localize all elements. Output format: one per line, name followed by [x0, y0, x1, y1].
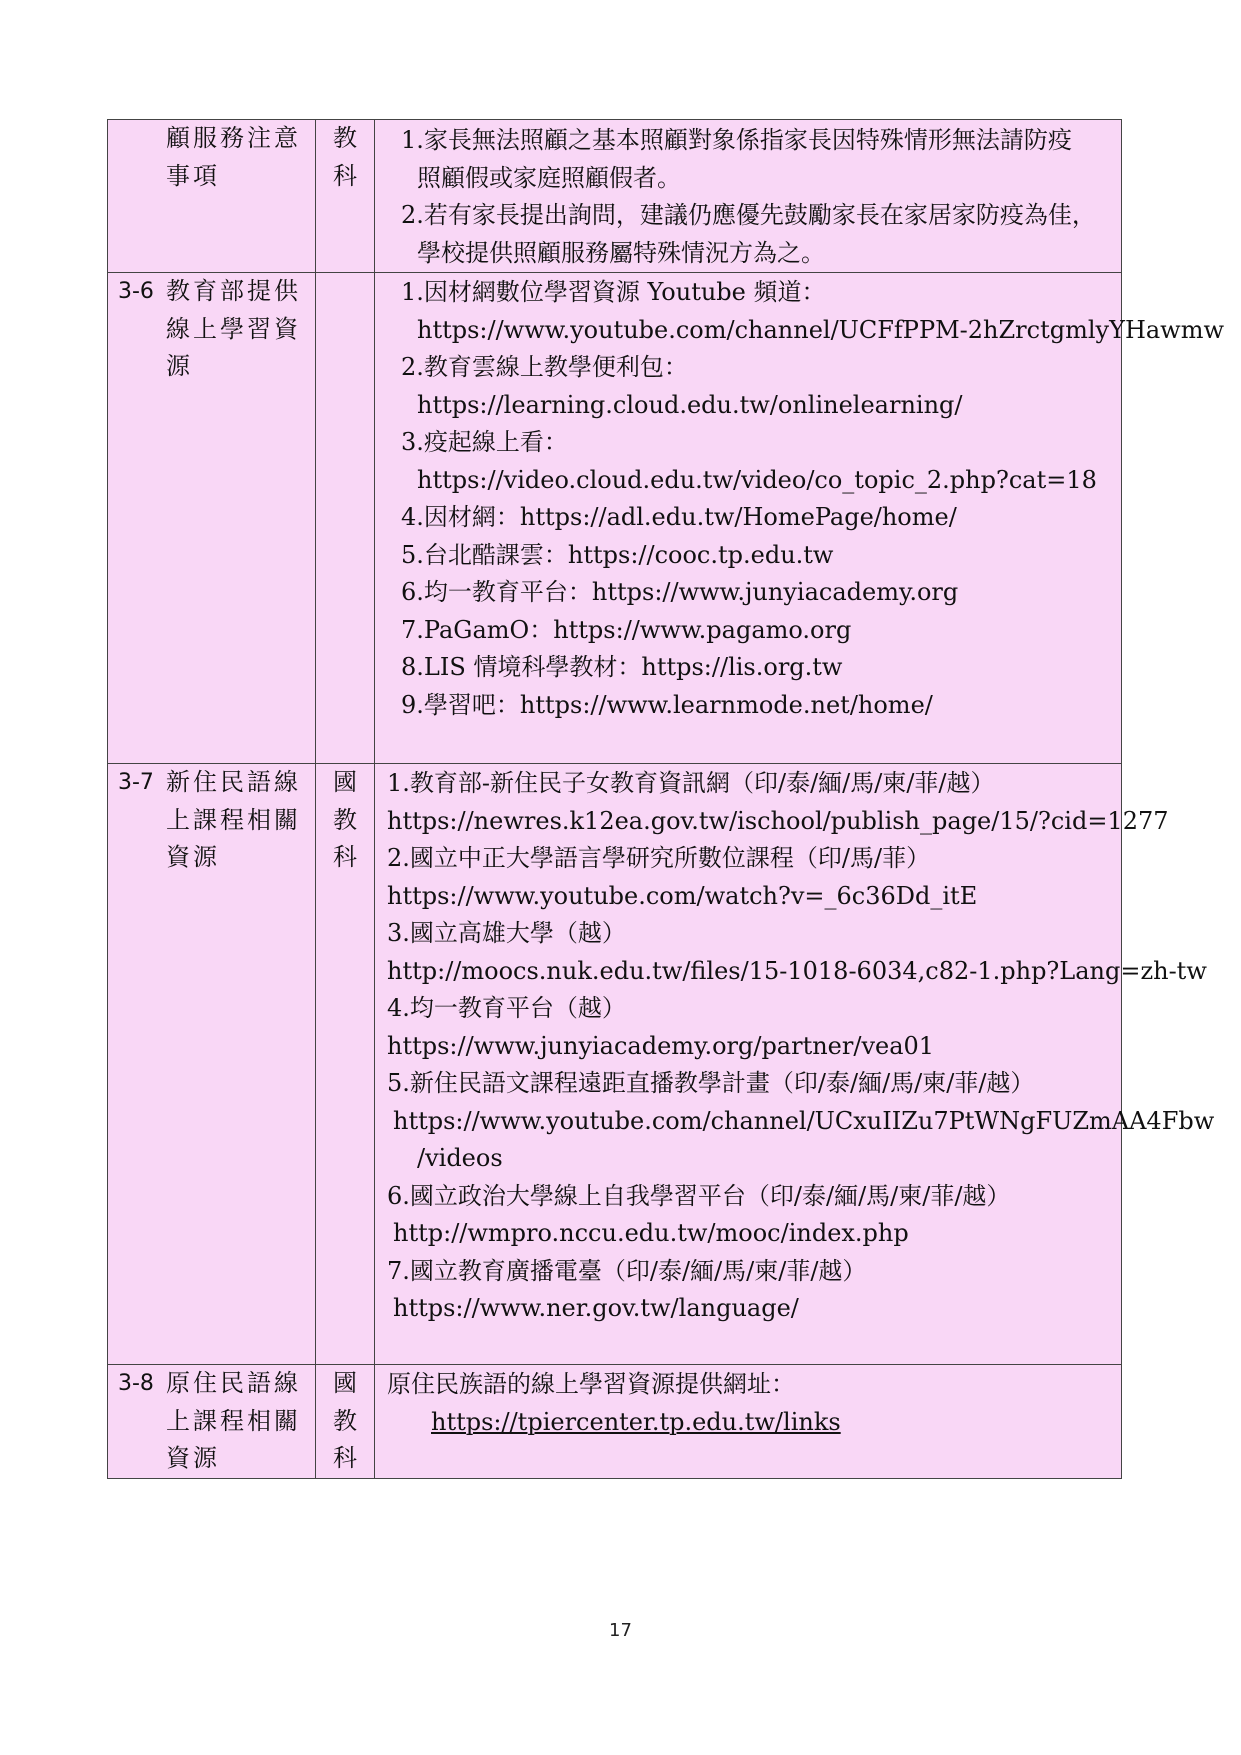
table-row: [108, 764, 1122, 1365]
item-title: [166, 764, 315, 877]
dept-cell: [316, 120, 375, 273]
item-title-line: 線上學習資: [166, 314, 301, 343]
content-line: 1.家長無法照顧之基本照顧對象係指家長因特殊情形無法請防疫: [401, 126, 1072, 154]
item-title-line: 資源: [166, 1444, 220, 1472]
content-line: 照顧假或家庭照顧假者。: [417, 163, 681, 192]
item-title-line: 原住民語線: [166, 1369, 301, 1397]
content-line: 7.PaGamO：https://www.pagamo.org: [401, 615, 852, 644]
content-cell: [375, 764, 1215, 1365]
item-title-line: 新住民語線: [166, 768, 301, 796]
content-cell: [375, 1365, 1122, 1479]
content-line: 原住民族語的線上學習資源提供網址：: [387, 1370, 795, 1398]
resource-table: [107, 119, 1225, 1479]
item-number: 3-7: [118, 770, 154, 795]
content-cell: [375, 273, 1225, 764]
content-line: https://learning.cloud.edu.tw/onlinelearning/: [417, 390, 963, 419]
item-cell: [108, 120, 316, 273]
content-line: 4.因材網：https://adl.edu.tw/HomePage/home/: [401, 503, 957, 531]
item-title-line: 顧服務注意: [166, 124, 301, 152]
item-title: [166, 120, 315, 195]
content-line: https://newres.k12ea.gov.tw/ischool/publish_page/15/?cid=1277: [387, 806, 1169, 835]
resource-link[interactable]: https://tpiercenter.tp.edu.tw/links: [431, 1407, 841, 1436]
content-line: 2.教育雲線上教學便利包：: [401, 353, 688, 381]
content-line: 5.新住民語文課程遠距直播教學計畫（印/泰/緬/馬/柬/菲/越）: [387, 1069, 1035, 1097]
dept-cell: [316, 1365, 375, 1479]
content-line: 6.國立政治大學線上自我學習平台（印/泰/緬/馬/柬/菲/越）: [387, 1181, 1011, 1210]
table-row: [108, 273, 1122, 764]
content-line: 1.因材網數位學習資源 Youtube 頻道：: [401, 278, 826, 306]
item-title-line: 事項: [166, 161, 220, 190]
content-line: 2.國立中正大學語言學研究所數位課程（印/馬/菲）: [387, 844, 931, 872]
content-line: 3.國立高雄大學（越）: [387, 919, 626, 947]
content-line: 1.教育部-新住民子女教育資訊網（印/泰/緬/馬/柬/菲/越）: [387, 769, 995, 797]
dept-cell: [316, 764, 375, 1365]
item-cell: [108, 273, 316, 764]
content-line: http://wmpro.nccu.edu.tw/mooc/index.php: [393, 1219, 909, 1247]
item-title-line: 教育部提供: [166, 277, 301, 305]
dept-char: 教: [333, 805, 357, 834]
content-line: 4.均一教育平台（越）: [387, 994, 626, 1022]
table-row: [108, 1365, 1122, 1479]
dept-char: 教: [333, 124, 357, 152]
content-line: https://www.youtube.com/channel/UCxuIIZu7PtWNgFUZmAA4Fbw: [393, 1106, 1215, 1135]
item-number: 3-6: [118, 279, 154, 304]
content-line: https://www.junyiacademy.org/partner/vea01: [387, 1031, 935, 1060]
item-number: [118, 120, 166, 195]
content-line: 8.LIS 情境科學教材：https://lis.org.tw: [401, 653, 843, 681]
content-line: https://www.youtube.com/channel/UCFfPPM-2hZrctgmlyYHawmw: [417, 315, 1225, 344]
content-line: 學校提供照顧服務屬特殊情況方為之。: [417, 238, 825, 267]
item-title-line: 上課程相關: [166, 1406, 301, 1435]
content-line: http://moocs.nuk.edu.tw/files/15-1018-6034,c82-1.php?Lang=zh-tw: [387, 956, 1207, 985]
item-title-line: 上課程相關: [166, 805, 301, 834]
content-line: 3.疫起線上看：: [401, 428, 568, 456]
content-line: /videos: [417, 1144, 503, 1172]
content-line: 9.學習吧：https://www.learnmode.net/home/: [401, 690, 933, 719]
item-cell: [108, 764, 316, 1365]
item-title: [166, 273, 315, 386]
content-line: https://www.ner.gov.tw/language/: [393, 1294, 799, 1322]
content-line: 6.均一教育平台：https://www.junyiacademy.org: [401, 578, 959, 606]
item-cell: [108, 1365, 316, 1479]
dept-char: 科: [333, 1444, 357, 1472]
content-line: https://www.youtube.com/watch?v=_6c36Dd_itE: [387, 881, 978, 910]
page-number: 17: [609, 1620, 632, 1641]
content-line: https://video.cloud.edu.tw/video/co_topic_2.php?cat=18: [417, 465, 1097, 494]
dept-char: 教: [333, 1406, 357, 1435]
content-cell: [375, 120, 1122, 273]
dept-char: 國: [333, 768, 357, 796]
dept-char: 科: [333, 161, 357, 190]
item-title-line: 源: [166, 352, 193, 380]
item-title: [166, 1365, 315, 1478]
dept-cell: [316, 273, 375, 764]
item-number: 3-8: [118, 1371, 154, 1396]
content-line: 5.台北酷課雲：https://cooc.tp.edu.tw: [401, 540, 834, 569]
item-title-line: 資源: [166, 843, 220, 871]
table-row: [108, 120, 1122, 273]
content-line: 7.國立教育廣播電臺（印/泰/緬/馬/柬/菲/越）: [387, 1256, 867, 1285]
content-line: 2.若有家長提出詢問，建議仍應優先鼓勵家長在家居家防疫為佳，: [401, 201, 1096, 229]
dept-char: 科: [333, 843, 357, 871]
dept-char: 國: [333, 1369, 357, 1397]
